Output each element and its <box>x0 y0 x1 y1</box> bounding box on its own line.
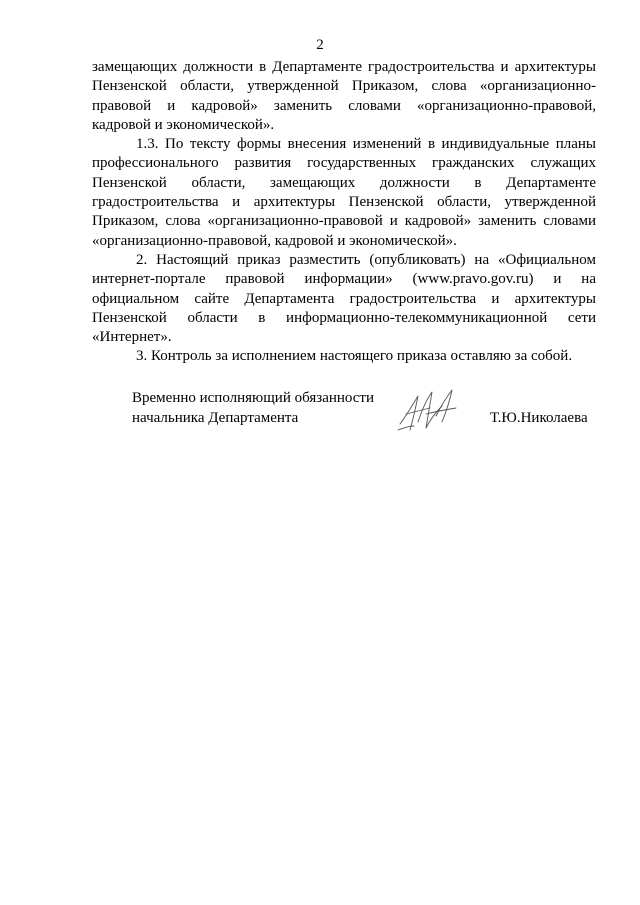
paragraph-item-3: 3. Контроль за исполнением настоящего приказа оставляю за собой. <box>136 348 573 365</box>
paragraph-item-2: 2. Настоящий приказ разместить (опубликовать) на «Официальном интернет-портале правовой информации» (www.pravo.gov.ru) и на официальном сайте Департамента градостроительства и архитектуры Пензенской области в информационно-телекоммуникационной сети «Интернет». <box>92 251 596 346</box>
paragraph-item-1-3: 1.3. По тексту формы внесения изменений в индивидуальные планы профессионального развития государственных гражданских служащих Пензенской области, замещающих должности в Департаменте градостроительства и архитектуры Пензенской области, утвержденной Приказом, слова «организационно-правовой и кадровой» заменить словами «организационно-правовой, кадровой и экономической». <box>92 136 596 249</box>
signatory-position-line1: Временно исполняющий обязанности <box>132 390 375 406</box>
signatory-position-line2: начальника Департамента <box>132 410 299 426</box>
handwritten-signature-icon <box>396 386 464 436</box>
signatory-position <box>132 388 374 428</box>
document-body <box>92 58 596 367</box>
page-number: 2 <box>316 37 324 53</box>
paragraph-continuation: замещающих должности в Департаменте градостроительства и архитектуры Пензенской области, утвержденной Приказом, слова «организационно-правовой и кадровой» заменить словами «организационно-правовой, кадровой и экономической». <box>92 59 596 133</box>
signatory-name: Т.Ю.Николаева <box>490 410 588 426</box>
